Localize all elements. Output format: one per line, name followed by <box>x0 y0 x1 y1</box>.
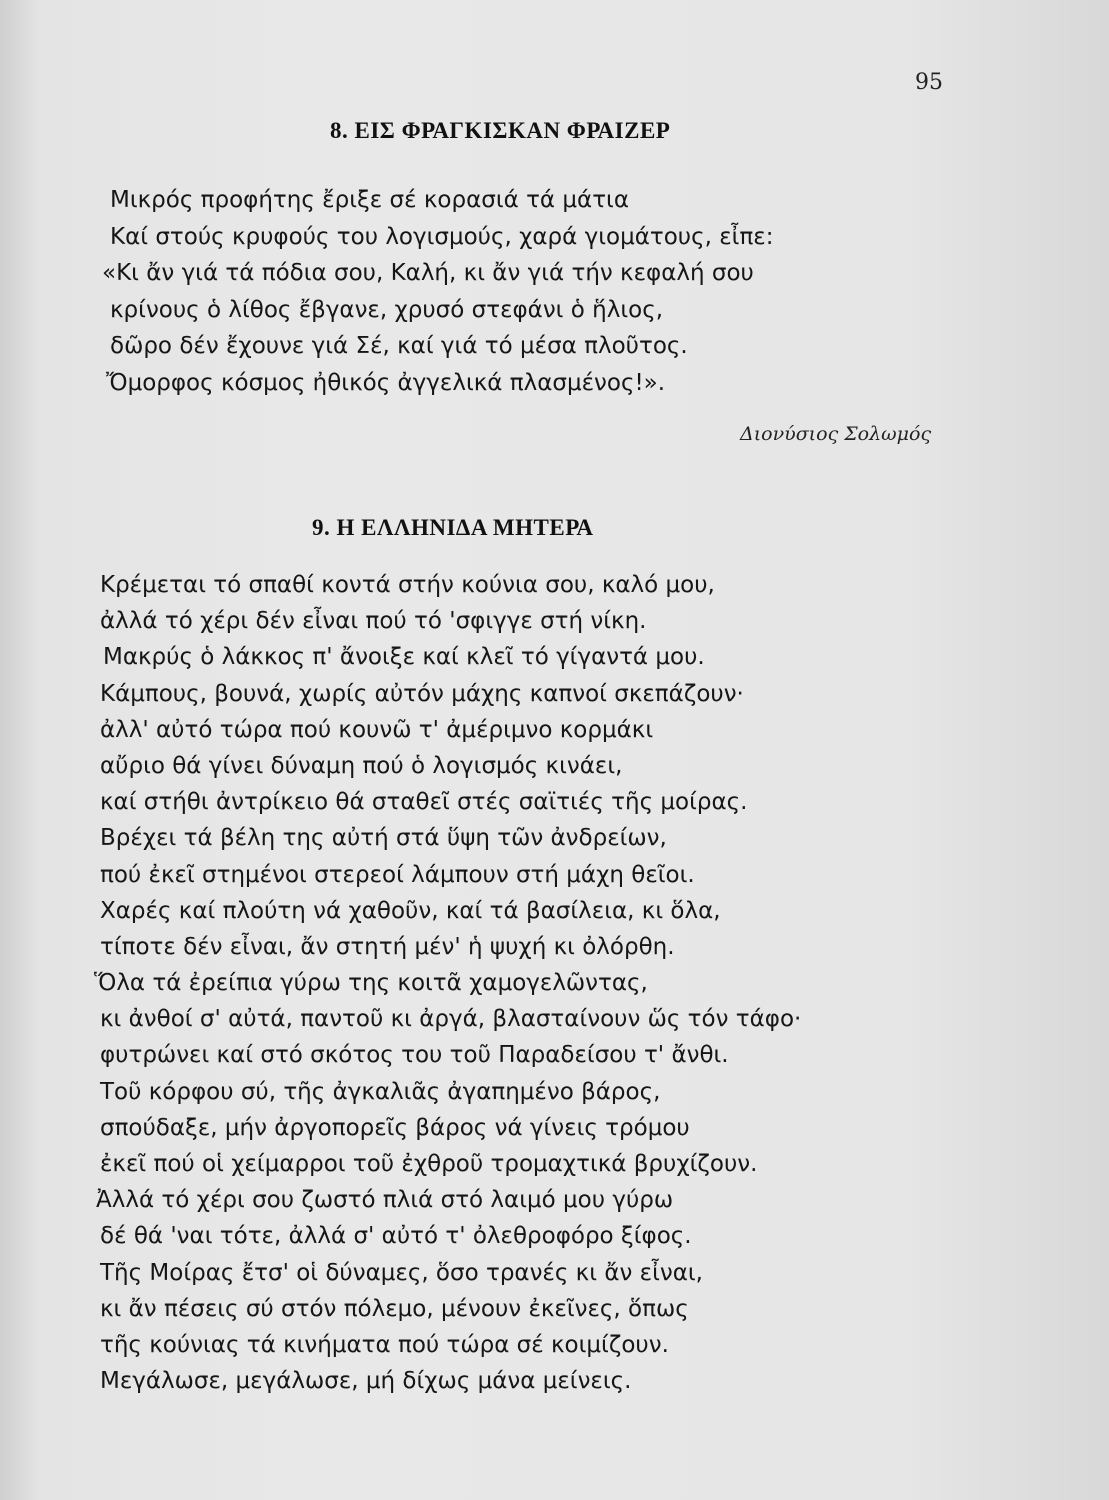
poem-2-line: κι ἀνθοί σ' αὐτά, παντοῦ κι ἀργά, βλασταίνουν ὥς τόν τάφο· <box>100 1006 802 1033</box>
poem-2-line: Μακρύς ὁ λάκκος π' ἄνοιξε καί κλεῖ τό γίγαντά μου. <box>103 644 705 671</box>
poem-1-line: κρίνους ὁ λίθος ἔβγανε, χρυσό στεφάνι ὁ ἥλιος, <box>110 296 664 323</box>
poem-2-line: Ὅλα τά ἐρείπια γύρω της κοιτᾶ χαμογελῶντας, <box>94 970 648 997</box>
poem-2-line: Κρέμεται τό σπαθί κοντά στήν κούνια σου, καλό μου, <box>100 572 715 598</box>
poem-2-title: 9. Η ΕΛΛΗΝΙΔΑ ΜΗΤΕΡΑ <box>312 515 594 540</box>
poem-1-line: Μικρός προφήτης ἔριξε σέ κορασιά τά μάτια <box>110 187 629 213</box>
poem-2-line: ἐκεῖ πού οἱ χείμαρροι τοῦ ἐχθροῦ τρομαχτικά βρυχίζουν. <box>100 1151 758 1177</box>
poem-2-line: ἀλλ' αὐτό τώρα πού κουνῶ τ' ἀμέριμνο κορμάκι <box>100 716 654 743</box>
poem-2-line: Χαρές καί πλούτη νά χαθοῦν, καί τά βασίλεια, κι ὅλα, <box>100 897 721 924</box>
poem-2-line: πού ἐκεῖ στημένοι στερεοί λάμπουν στή μάχη θεῖοι. <box>100 861 695 888</box>
poem-2-line: Βρέχει τά βέλη της αὐτή στά ὕψη τῶν ἀνδρείων, <box>100 825 667 852</box>
poem-1-line: Ὄμορφος κόσμος ἠθικός ἀγγελικά πλασμένος!». <box>106 369 666 396</box>
poem-1-author: Διονύσιος Σολωμός <box>740 423 932 445</box>
poem-2-line: δέ θά 'ναι τότε, ἀλλά σ' αὐτό τ' ὀλεθροφόρο ξίφος. <box>100 1223 692 1250</box>
poem-2-line: Μεγάλωσε, μεγάλωσε, μή δίχως μάνα μείνεις. <box>100 1368 632 1395</box>
poem-2-line: καί στήθι ἀντρίκειο θά σταθεῖ στές σαϊτιές τῆς μοίρας. <box>100 789 748 816</box>
poem-2-line: Τῆς Μοίρας ἔτσ' οἱ δύναμες, ὅσο τρανές κι ἄν εἶναι, <box>100 1259 703 1286</box>
poem-1-body <box>102 182 774 401</box>
poem-1-line: δῶρο δέν ἔχουνε γιά Σέ, καί γιά τό μέσα πλοῦτος. <box>110 333 688 359</box>
poem-2-line: Τοῦ κόρφου σύ, τῆς ἀγκαλιᾶς ἀγαπημένο βάρος, <box>100 1078 661 1105</box>
poem-2-line: ἀλλά τό χέρι δέν εἶναι πού τό 'σφιγγε στή νίκη. <box>100 608 647 635</box>
poem-2-line: κι ἄν πέσεις σύ στόν πόλεμο, μένουν ἐκεῖνες, ὅπως <box>100 1295 689 1322</box>
poem-2-line: αὔριο θά γίνει δύναμη πού ὁ λογισμός κινάει, <box>100 752 623 779</box>
poem-2-line: τίποτε δέν εἶναι, ἄν στητή μέν' ἡ ψυχή κι ὀλόρθη. <box>100 933 675 960</box>
poem-2-line: Ἀλλά τό χέρι σου ζωστό πλιά στό λαιμό μου γύρω <box>96 1187 674 1214</box>
poem-2-body <box>94 567 802 1399</box>
poem-2-line: φυτρώνει καί στό σκότος του τοῦ Παραδείσου τ' ἄνθι. <box>100 1042 729 1069</box>
poem-2-line: Κάμπους, βουνά, χωρίς αὐτόν μάχης καπνοί σκεπάζουν· <box>100 680 744 707</box>
page-number: 95 <box>915 70 943 95</box>
poem-1-line: Καί στούς κρυφούς του λογισμούς, χαρά γιομάτους, εἶπε: <box>110 223 774 250</box>
poem-2-line: σπούδαξε, μήν ἀργοπορεῖς βάρος νά γίνεις τρόμου <box>100 1114 690 1141</box>
poem-1-line: «Κι ἄν γιά τά πόδια σου, Καλή, κι ἄν γιά τήν κεφαλή σου <box>102 260 754 286</box>
poem-2-line: τῆς κούνιας τά κινήματα πού τώρα σέ κοιμίζουν. <box>100 1331 669 1358</box>
poem-1-title: 8. ΕΙΣ ΦΡΑΓΚΙΣΚΑΝ ΦΡΑΙΖΕΡ <box>330 118 671 143</box>
